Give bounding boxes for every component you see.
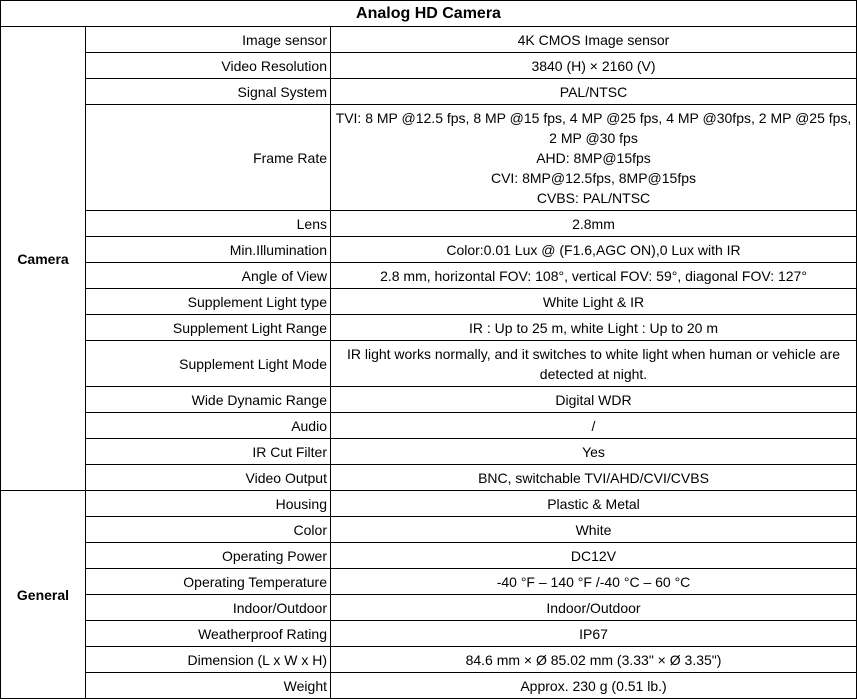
spec-label: Wide Dynamic Range [86, 387, 331, 413]
spec-value-line: PAL/NTSC [559, 83, 628, 100]
table-row [1, 263, 857, 289]
spec-value [331, 53, 857, 79]
spec-value-line: CVI: 8MP@12.5fps, 8MP@15fps [490, 169, 697, 186]
spec-label: Housing [86, 491, 331, 517]
table-row [1, 491, 857, 517]
spec-label: Supplement Light Range [86, 315, 331, 341]
spec-label: Min.Illumination [86, 237, 331, 263]
table-row [1, 53, 857, 79]
table-title: Analog HD Camera [1, 1, 857, 27]
table-row [1, 79, 857, 105]
spec-value-line: BNC, switchable TVI/AHD/CVI/CVBS [478, 469, 709, 486]
table-row [1, 543, 857, 569]
spec-value-line: Plastic & Metal [547, 495, 640, 512]
spec-value-line: 3840 (H) × 2160 (V) [531, 57, 656, 74]
spec-label: Weight [86, 673, 331, 699]
spec-value [331, 105, 857, 211]
spec-label: Supplement Light type [86, 289, 331, 315]
table-row [1, 673, 857, 699]
spec-value [331, 673, 857, 699]
spec-value-line: Approx. 230 g (0.51 lb.) [520, 677, 667, 694]
spec-value [331, 289, 857, 315]
table-row [1, 289, 857, 315]
table-row [1, 211, 857, 237]
table-row [1, 647, 857, 673]
spec-value [331, 387, 857, 413]
table-row [1, 315, 857, 341]
spec-label: Weatherproof Rating [86, 621, 331, 647]
spec-value [331, 517, 857, 543]
spec-label: Supplement Light Mode [86, 341, 331, 387]
spec-value [331, 413, 857, 439]
spec-label: Operating Power [86, 543, 331, 569]
group-label: General [1, 491, 86, 699]
spec-value [331, 647, 857, 673]
spec-value [331, 543, 857, 569]
table-row [1, 595, 857, 621]
table-row [1, 237, 857, 263]
spec-value [331, 491, 857, 517]
spec-value-line: IR light works normally, and it switches to white light when human or vehicle are detected at night. [346, 345, 841, 382]
spec-value [331, 341, 857, 387]
spec-value-line: 2.8mm [572, 215, 615, 232]
spec-value-line: Yes [582, 443, 605, 460]
spec-value [331, 439, 857, 465]
table-row [1, 621, 857, 647]
spec-label: Indoor/Outdoor [86, 595, 331, 621]
spec-value [331, 465, 857, 491]
spec-value-line: White [575, 521, 612, 538]
spec-value-line: Indoor/Outdoor [546, 599, 641, 616]
spec-label: Angle of View [86, 263, 331, 289]
spec-value [331, 79, 857, 105]
table-row [1, 105, 857, 211]
spec-value-line: IR : Up to 25 m, white Light : Up to 20 m [469, 319, 718, 336]
spec-value-line: 4K CMOS Image sensor [517, 31, 670, 48]
table-row [1, 465, 857, 491]
group-label: Camera [1, 27, 86, 491]
spec-label: Dimension (L x W x H) [86, 647, 331, 673]
spec-label: Lens [86, 211, 331, 237]
table-row [1, 517, 857, 543]
spec-label: Operating Temperature [86, 569, 331, 595]
title-row [1, 1, 857, 27]
spec-value [331, 595, 857, 621]
spec-value-line: AHD: 8MP@15fps [536, 149, 651, 166]
spec-label: Color [86, 517, 331, 543]
spec-value-line: 2.8 mm, horizontal FOV: 108°, vertical FOV: 59°, diagonal FOV: 127° [380, 267, 807, 284]
spec-label: Audio [86, 413, 331, 439]
spec-value-line: Digital WDR [555, 391, 632, 408]
spec-value-line: / [591, 417, 596, 434]
spec-label: IR Cut Filter [86, 439, 331, 465]
table-row [1, 439, 857, 465]
spec-value [331, 315, 857, 341]
spec-value-line: DC12V [570, 547, 617, 564]
table-row [1, 569, 857, 595]
spec-label: Signal System [86, 79, 331, 105]
spec-value [331, 237, 857, 263]
spec-value-line: CVBS: PAL/NTSC [536, 189, 651, 206]
spec-label: Video Resolution [86, 53, 331, 79]
spec-value-line: White Light & IR [542, 293, 645, 310]
table-row [1, 387, 857, 413]
spec-value-line: 84.6 mm × Ø 85.02 mm (3.33" × Ø 3.35") [465, 651, 722, 668]
table-row [1, 341, 857, 387]
table-row [1, 27, 857, 53]
spec-label: Video Output [86, 465, 331, 491]
spec-value [331, 263, 857, 289]
spec-value [331, 569, 857, 595]
spec-value-line: TVI: 8 MP @12.5 fps, 8 MP @15 fps, 4 MP @25 fps, 4 MP @30fps, 2 MP @25 fps, 2 MP @30 fps [335, 109, 852, 146]
spec-label: Frame Rate [86, 105, 331, 211]
spec-value [331, 621, 857, 647]
spec-label: Image sensor [86, 27, 331, 53]
spec-value-line: IP67 [579, 625, 608, 642]
spec-value-line: Color:0.01 Lux @ (F1.6,AGC ON),0 Lux with IR [446, 241, 741, 258]
spec-value-line: -40 °F – 140 °F /-40 °C – 60 °C [496, 573, 691, 590]
spec-table-body [1, 1, 857, 699]
table-row [1, 413, 857, 439]
spec-value [331, 211, 857, 237]
spec-value [331, 27, 857, 53]
